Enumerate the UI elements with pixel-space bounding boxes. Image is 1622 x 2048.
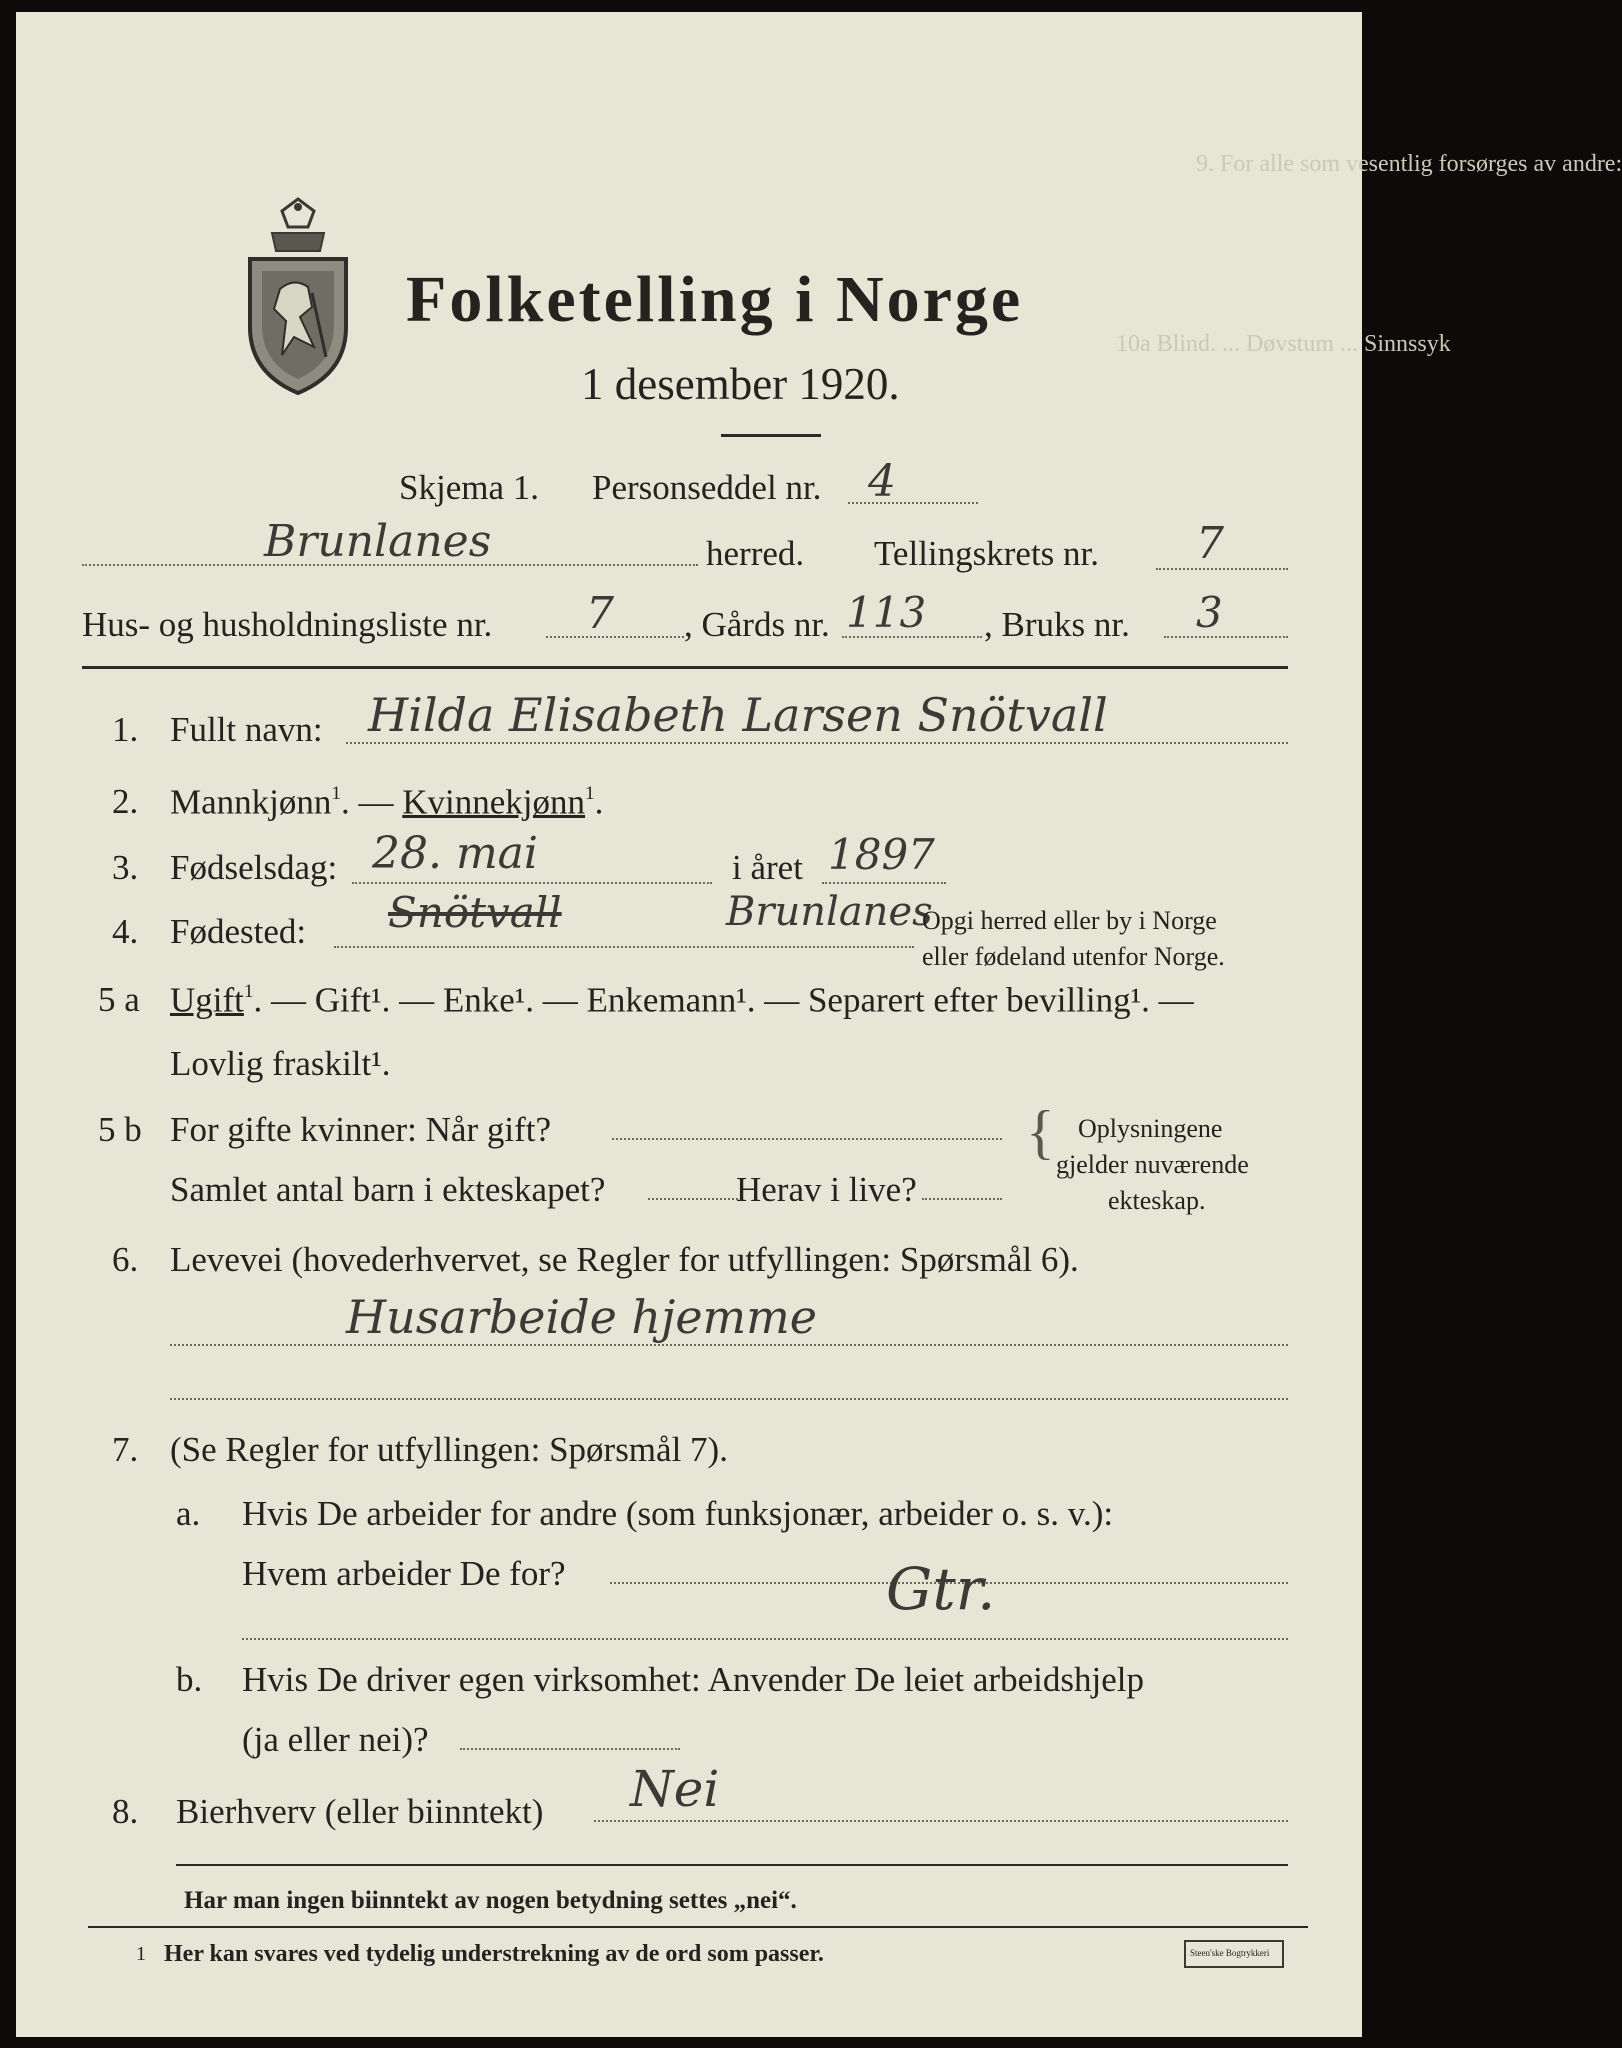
bleed-through-text: 9. For alle som vesentlig forsørges av andre: xyxy=(1196,151,1622,177)
q6-number: 6. xyxy=(112,1240,139,1279)
printer-stamp xyxy=(1184,1940,1284,1968)
printer-stamp-text: Steen'ske Bogtrykkeri xyxy=(1190,1948,1270,1958)
q7b-question: Hvis De driver egen virksomhet: Anvender De leiet arbeidshjelp xyxy=(242,1660,1144,1699)
q8-number: 8. xyxy=(112,1792,139,1831)
occupation-label: Levevei (hovederhvervet, se Regler for utfyllingen: Spørsmål 6). xyxy=(170,1240,1079,1279)
q3-number: 3. xyxy=(112,848,139,887)
birthplace-note-1: Opgi herred eller by i Norge xyxy=(922,906,1217,935)
census-form xyxy=(16,12,1622,2037)
footnote-mark: 1 xyxy=(136,1943,146,1965)
birthplace-note-2: eller fødeland utenfor Norge. xyxy=(922,942,1225,971)
tellingskrets-label: Tellingskrets nr. xyxy=(874,534,1100,573)
footer-note: Har man ingen biinntekt av nogen betydning settes „nei“. xyxy=(184,1887,797,1914)
birthdate-line xyxy=(352,882,712,884)
side-income-line xyxy=(594,1820,1288,1822)
employer-value[interactable]: Gtr. xyxy=(886,1555,996,1623)
q4-number: 4. xyxy=(112,912,139,951)
marital-ugift-option[interactable]: Ugift xyxy=(170,980,244,1020)
employer-line-2 xyxy=(242,1638,1288,1640)
side-income-value[interactable]: Nei xyxy=(630,1760,720,1818)
schema-label: Skjema 1. xyxy=(399,468,539,507)
footnote-text: Her kan svares ved tydelig understrekning av de ord som passer. xyxy=(164,1941,824,1967)
marital-other-options[interactable]: . — Gift¹. — Enke¹. — Enkemann¹. — Separert efter bevilling¹. — xyxy=(253,980,1194,1020)
personseddel-value[interactable]: 4 xyxy=(868,456,896,507)
marriage-note-3: ekteskap. xyxy=(1108,1186,1206,1215)
sex-options: Mannkjønn$^1$. — Kvinnekjønn$^1$. xyxy=(170,782,604,822)
birth-year-value[interactable]: 1897 xyxy=(828,830,935,879)
herred-line xyxy=(82,564,698,566)
q5a-number: 5 a xyxy=(98,980,140,1019)
bruks-line xyxy=(1164,636,1288,638)
birthdate-value[interactable]: 28. mai xyxy=(372,828,538,879)
marital-status-options: Ugift$^1$. — Gift¹. — Enke¹. — Enkemann¹. — Separert efter bevilling¹. — xyxy=(170,980,1194,1020)
q7b-letter: b. xyxy=(176,1660,203,1699)
tellingskrets-line xyxy=(1156,568,1288,570)
header-divider xyxy=(82,666,1288,669)
q7-number: 7. xyxy=(112,1430,139,1469)
footer-divider xyxy=(176,1864,1288,1866)
brace-icon: { xyxy=(1026,1099,1055,1165)
personseddel-line xyxy=(848,502,978,504)
q1-number: 1. xyxy=(112,710,139,749)
husliste-line xyxy=(546,636,684,638)
full-name-line xyxy=(346,742,1288,744)
bruks-label: , Bruks nr. xyxy=(984,605,1130,644)
children-line xyxy=(648,1198,738,1200)
bleed-through-text: 10a Blind. ... Døvstum ... Sinnssyk xyxy=(1116,331,1451,357)
birth-year-line xyxy=(822,882,946,884)
husliste-value[interactable]: 7 xyxy=(586,588,614,639)
sex-female-option[interactable]: Kvinnekjønn xyxy=(402,782,586,822)
q4-label: Fødested: xyxy=(170,912,307,951)
birthplace-value[interactable]: Brunlanes xyxy=(726,889,933,935)
herred-value[interactable]: Brunlanes xyxy=(264,516,492,567)
birthplace-line xyxy=(334,946,914,948)
occupation-line-2 xyxy=(170,1398,1288,1400)
full-name-value[interactable]: Hilda Elisabeth Larsen Snötvall xyxy=(368,688,1108,742)
title-divider xyxy=(721,434,821,437)
children-alive-label: Herav i live? xyxy=(736,1170,917,1209)
year-label: i året xyxy=(732,848,803,887)
birthplace-struck-value: Snötvall xyxy=(388,888,562,937)
husliste-label: Hus- og husholdningsliste nr. xyxy=(82,605,493,644)
personseddel-label: Personseddel nr. xyxy=(592,468,822,507)
children-alive-line xyxy=(922,1198,1002,1200)
marriage-note-2: gjelder nuværende xyxy=(1056,1150,1249,1179)
norway-coat-of-arms-icon xyxy=(242,197,354,397)
q7a-letter: a. xyxy=(176,1494,201,1533)
gards-label: , Gårds nr. xyxy=(684,605,830,644)
tellingskrets-value[interactable]: 7 xyxy=(1196,518,1224,569)
marital-fraskilt-option[interactable]: Lovlig fraskilt¹. xyxy=(170,1044,391,1083)
sex-male-option[interactable]: Mannkjønn xyxy=(170,782,332,822)
married-when-line xyxy=(612,1138,1002,1140)
census-date: 1 desember 1920. xyxy=(581,359,900,409)
gards-line xyxy=(842,636,982,638)
form-title: Folketelling i Norge xyxy=(406,263,1024,336)
bruks-value[interactable]: 3 xyxy=(1196,588,1223,637)
marriage-note-1: Oplysningene xyxy=(1078,1114,1223,1143)
q7a-question: Hvis De arbeider for andre (som funksjonær, arbeider o. s. v.): xyxy=(242,1494,1114,1533)
children-label: Samlet antal barn i ekteskapet? xyxy=(170,1170,606,1209)
occupation-line-1 xyxy=(170,1344,1288,1346)
side-income-label: Bierhverv (eller biinntekt) xyxy=(176,1792,544,1831)
occupation-value[interactable]: Husarbeide hjemme xyxy=(346,1290,818,1344)
q5b-number: 5 b xyxy=(98,1110,142,1149)
q1-label: Fullt navn: xyxy=(170,710,323,749)
hired-help-label: (ja eller nei)? xyxy=(242,1720,429,1759)
employer-label: Hvem arbeider De for? xyxy=(242,1554,566,1593)
q7-label: (Se Regler for utfyllingen: Spørsmål 7). xyxy=(170,1430,728,1469)
hired-help-line xyxy=(460,1748,680,1750)
q3-label: Fødselsdag: xyxy=(170,848,338,887)
herred-label: herred. xyxy=(706,534,805,573)
footnote-divider xyxy=(88,1926,1308,1928)
q2-number: 2. xyxy=(112,782,139,821)
gards-value[interactable]: 113 xyxy=(846,588,927,637)
married-when-label: For gifte kvinner: Når gift? xyxy=(170,1110,552,1149)
